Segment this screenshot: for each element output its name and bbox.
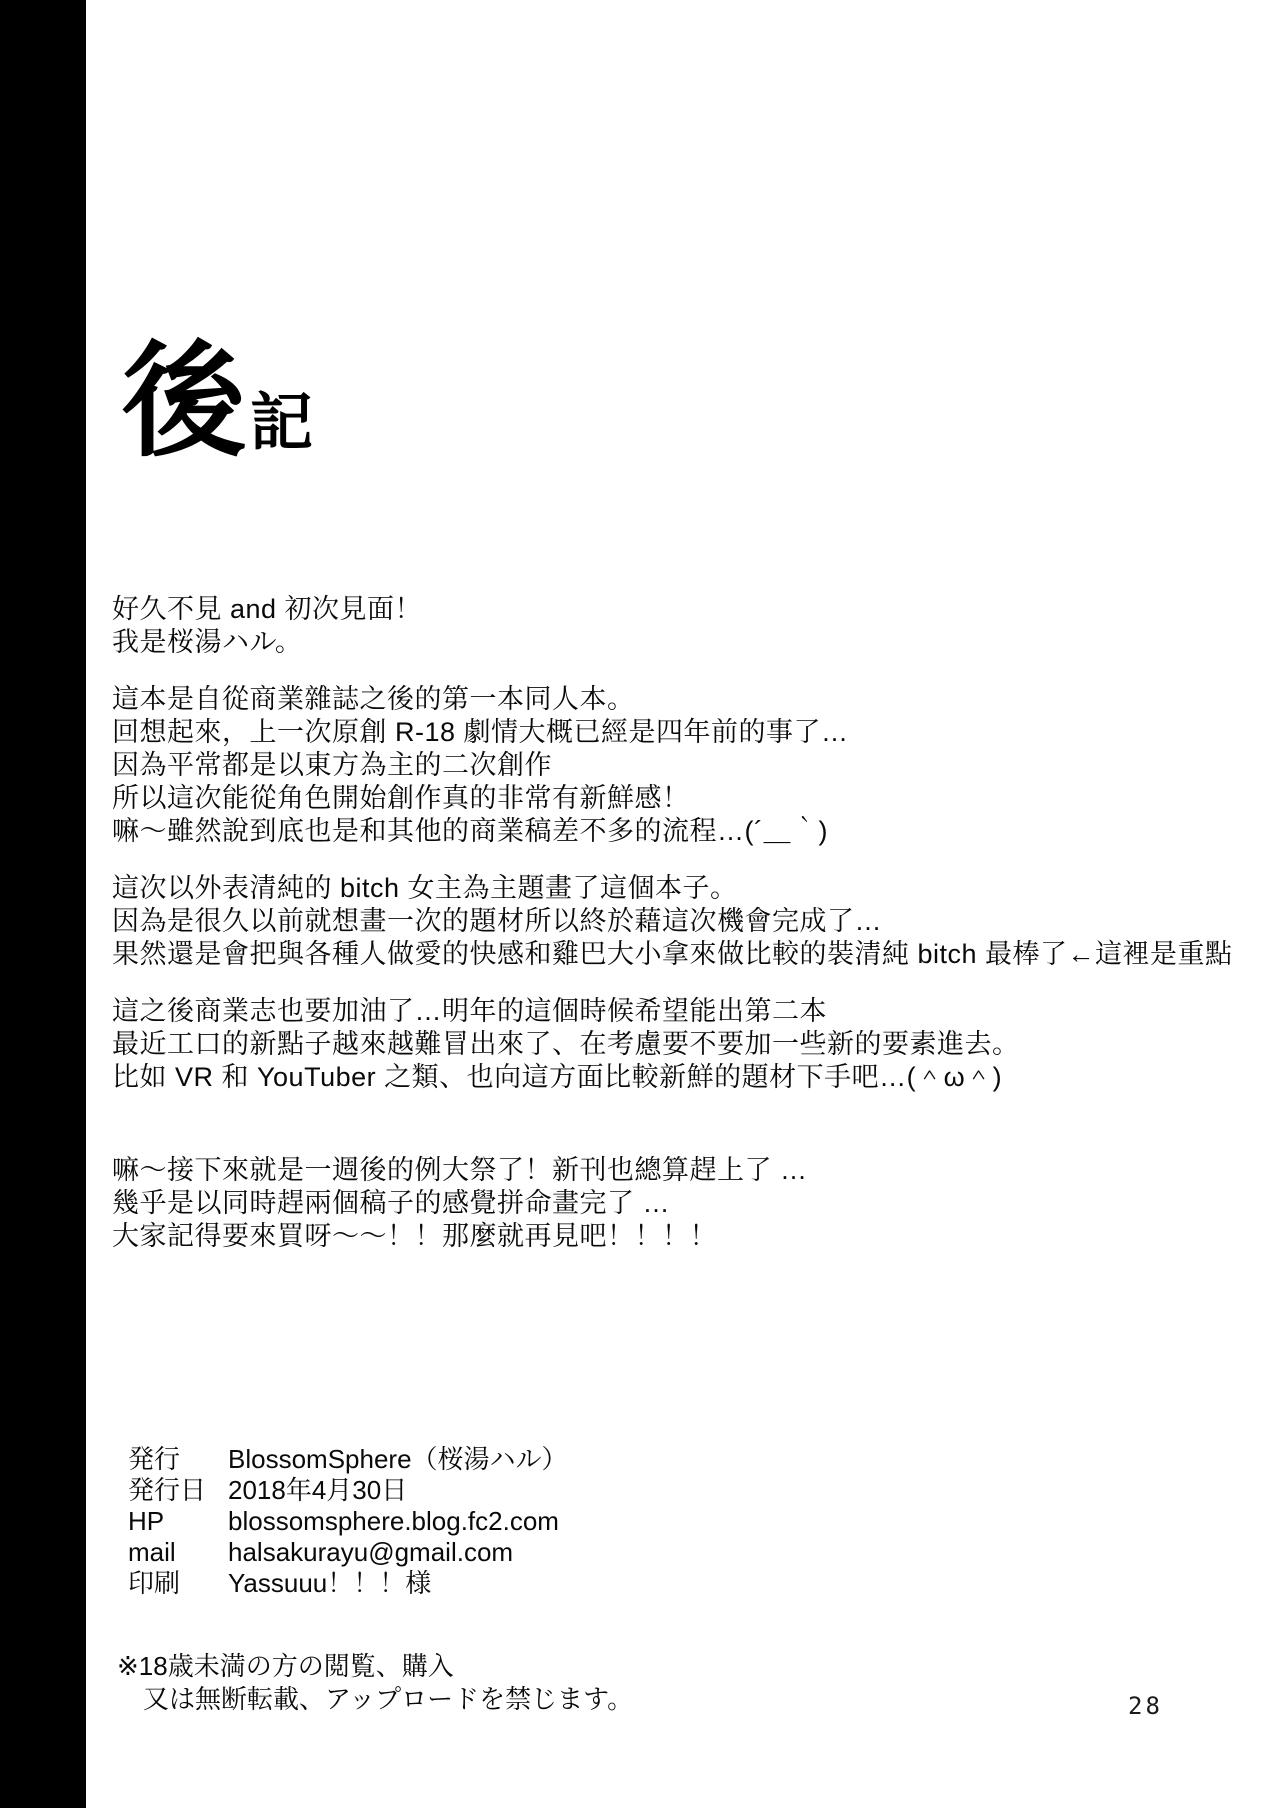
theme-paragraph — [112, 872, 1233, 971]
text-line: 因為是很久以前就想畫一次的題材所以終於藉這次機會完成了… — [112, 906, 882, 936]
colophon-label: 発行 — [128, 1444, 181, 1474]
text-line: 所以這次能從角色開始創作真的非常有新鮮感！ — [112, 783, 690, 813]
colophon-label: 発行日 — [128, 1475, 207, 1505]
colophon-label: 印刷 — [128, 1568, 181, 1598]
text-line: 幾乎是以同時趕兩個稿子的感覺拼命畫完了 … — [112, 1188, 671, 1218]
afterword-body — [112, 593, 1233, 1277]
text-line: 嘛～接下來就是一週後的例大祭了！新刊也總算趕上了 … — [112, 1155, 808, 1185]
colophon-value: 2018年4月30日 — [228, 1475, 408, 1505]
text-line: 果然還是會把與各種人做愛的快感和雞巴大小拿來做比較的裝清純 bitch 最棒了←這裡是重點 — [112, 939, 1233, 969]
colophon-value: blossomsphere.blog.fc2.com — [228, 1506, 559, 1536]
text-line: 回想起來，上一次原創 R-18 劇情大概已經是四年前的事了… — [112, 717, 849, 747]
colophon-row-mail — [128, 1537, 568, 1568]
text-line: 這次以外表清純的 bitch 女主為主題畫了這個本子。 — [112, 873, 738, 903]
page-title — [122, 333, 314, 471]
colophon-value: BlossomSphere（桜湯ハル） — [228, 1444, 568, 1474]
text-line: 我是桜湯ハル。 — [112, 627, 303, 657]
colophon-row-printer — [128, 1568, 568, 1599]
text-line: 這之後商業志也要加油了…明年的這個時候希望能出第二本 — [112, 996, 827, 1026]
text-line: 好久不見 and 初次見面！ — [112, 594, 423, 624]
colophon-row-publisher — [128, 1444, 568, 1475]
title-main-character: 後 — [122, 333, 247, 471]
text-line: 比如 VR 和 YouTuber 之類、也向這方面比較新鮮的題材下手吧…(＾ω＾) — [112, 1062, 1003, 1092]
left-black-border — [0, 0, 86, 1808]
disclaimer — [117, 1650, 633, 1716]
colophon — [128, 1444, 568, 1599]
colophon-value: Yassuuu！！！様 — [228, 1568, 432, 1598]
background-paragraph — [112, 683, 1233, 848]
text-line: 嘛～雖然說到底也是和其他的商業稿差不多的流程…(´＿｀) — [112, 816, 828, 846]
page-number: 28 — [1128, 1692, 1163, 1720]
colophon-label: mail — [128, 1537, 176, 1567]
colophon-label: HP — [128, 1506, 165, 1536]
disclaimer-line: 又は無断転載、アップロードを禁じます。 — [143, 1684, 634, 1714]
closing-paragraph — [112, 1154, 1233, 1253]
colophon-row-homepage — [128, 1506, 568, 1537]
disclaimer-line: ※18歳未満の方の閲覧、購入 — [117, 1651, 454, 1681]
colophon-value: halsakurayu@gmail.com — [228, 1537, 514, 1567]
future-plans-paragraph — [112, 995, 1233, 1094]
text-line: 因為平常都是以東方為主的二次創作 — [112, 750, 552, 780]
text-line: 最近工口的新點子越來越難冒出來了、在考慮要不要加一些新的要素進去。 — [112, 1029, 1020, 1059]
greeting-paragraph — [112, 593, 1233, 659]
colophon-row-publish-date — [128, 1475, 568, 1506]
text-line: 這本是自從商業雜誌之後的第一本同人本。 — [112, 684, 635, 714]
text-line: 大家記得要來買呀～～！！那麼就再見吧！！！！ — [112, 1221, 717, 1251]
title-sub-character: 記 — [250, 388, 314, 458]
